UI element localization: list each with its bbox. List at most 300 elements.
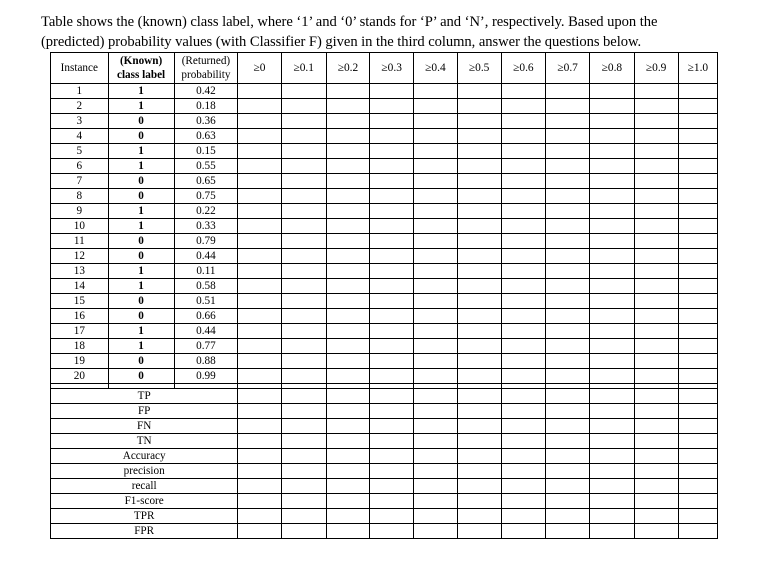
metric-answer-cell[interactable]	[370, 434, 414, 449]
answer-cell[interactable]	[370, 339, 414, 354]
answer-cell[interactable]	[501, 354, 545, 369]
answer-cell[interactable]	[457, 249, 501, 264]
answer-cell[interactable]	[414, 189, 457, 204]
metric-answer-cell[interactable]	[281, 404, 326, 419]
answer-cell[interactable]	[238, 339, 281, 354]
answer-cell[interactable]	[678, 279, 717, 294]
answer-cell[interactable]	[590, 189, 634, 204]
metric-answer-cell[interactable]	[634, 404, 678, 419]
answer-cell[interactable]	[370, 99, 414, 114]
answer-cell[interactable]	[326, 84, 369, 99]
answer-cell[interactable]	[326, 369, 369, 384]
answer-cell[interactable]	[590, 204, 634, 219]
answer-cell[interactable]	[590, 114, 634, 129]
metric-answer-cell[interactable]	[590, 464, 634, 479]
answer-cell[interactable]	[590, 144, 634, 159]
metric-answer-cell[interactable]	[281, 464, 326, 479]
answer-cell[interactable]	[678, 84, 717, 99]
answer-cell[interactable]	[326, 339, 369, 354]
answer-cell[interactable]	[281, 114, 326, 129]
metric-answer-cell[interactable]	[590, 494, 634, 509]
answer-cell[interactable]	[590, 264, 634, 279]
metric-answer-cell[interactable]	[590, 404, 634, 419]
answer-cell[interactable]	[590, 84, 634, 99]
answer-cell[interactable]	[414, 144, 457, 159]
metric-answer-cell[interactable]	[326, 434, 369, 449]
answer-cell[interactable]	[634, 129, 678, 144]
answer-cell[interactable]	[501, 339, 545, 354]
answer-cell[interactable]	[457, 114, 501, 129]
metric-answer-cell[interactable]	[370, 449, 414, 464]
answer-cell[interactable]	[238, 294, 281, 309]
answer-cell[interactable]	[590, 174, 634, 189]
answer-cell[interactable]	[281, 339, 326, 354]
metric-answer-cell[interactable]	[238, 464, 281, 479]
metric-answer-cell[interactable]	[546, 509, 590, 524]
answer-cell[interactable]	[326, 204, 369, 219]
metric-answer-cell[interactable]	[414, 419, 457, 434]
metric-answer-cell[interactable]	[457, 404, 501, 419]
answer-cell[interactable]	[501, 174, 545, 189]
metric-answer-cell[interactable]	[678, 419, 717, 434]
answer-cell[interactable]	[501, 264, 545, 279]
answer-cell[interactable]	[590, 99, 634, 114]
metric-answer-cell[interactable]	[546, 494, 590, 509]
metric-answer-cell[interactable]	[634, 509, 678, 524]
answer-cell[interactable]	[546, 204, 590, 219]
answer-cell[interactable]	[546, 84, 590, 99]
metric-answer-cell[interactable]	[590, 479, 634, 494]
metric-answer-cell[interactable]	[634, 494, 678, 509]
answer-cell[interactable]	[238, 159, 281, 174]
metric-answer-cell[interactable]	[281, 434, 326, 449]
answer-cell[interactable]	[634, 114, 678, 129]
answer-cell[interactable]	[546, 159, 590, 174]
answer-cell[interactable]	[414, 264, 457, 279]
metric-answer-cell[interactable]	[238, 404, 281, 419]
answer-cell[interactable]	[281, 309, 326, 324]
answer-cell[interactable]	[590, 309, 634, 324]
answer-cell[interactable]	[238, 144, 281, 159]
answer-cell[interactable]	[457, 354, 501, 369]
answer-cell[interactable]	[501, 279, 545, 294]
answer-cell[interactable]	[238, 264, 281, 279]
answer-cell[interactable]	[590, 354, 634, 369]
answer-cell[interactable]	[238, 249, 281, 264]
metric-answer-cell[interactable]	[678, 404, 717, 419]
metric-answer-cell[interactable]	[501, 464, 545, 479]
answer-cell[interactable]	[501, 189, 545, 204]
metric-answer-cell[interactable]	[238, 479, 281, 494]
answer-cell[interactable]	[326, 309, 369, 324]
answer-cell[interactable]	[281, 249, 326, 264]
answer-cell[interactable]	[457, 99, 501, 114]
answer-cell[interactable]	[546, 324, 590, 339]
answer-cell[interactable]	[281, 159, 326, 174]
metric-answer-cell[interactable]	[457, 509, 501, 524]
answer-cell[interactable]	[678, 249, 717, 264]
answer-cell[interactable]	[370, 129, 414, 144]
answer-cell[interactable]	[590, 369, 634, 384]
answer-cell[interactable]	[370, 189, 414, 204]
metric-answer-cell[interactable]	[238, 509, 281, 524]
answer-cell[interactable]	[634, 204, 678, 219]
metric-answer-cell[interactable]	[678, 479, 717, 494]
answer-cell[interactable]	[546, 189, 590, 204]
answer-cell[interactable]	[281, 204, 326, 219]
answer-cell[interactable]	[370, 264, 414, 279]
answer-cell[interactable]	[501, 294, 545, 309]
answer-cell[interactable]	[457, 204, 501, 219]
answer-cell[interactable]	[281, 264, 326, 279]
answer-cell[interactable]	[678, 264, 717, 279]
answer-cell[interactable]	[546, 339, 590, 354]
answer-cell[interactable]	[457, 309, 501, 324]
answer-cell[interactable]	[457, 129, 501, 144]
answer-cell[interactable]	[414, 354, 457, 369]
metric-answer-cell[interactable]	[326, 494, 369, 509]
answer-cell[interactable]	[326, 249, 369, 264]
answer-cell[interactable]	[238, 84, 281, 99]
answer-cell[interactable]	[590, 249, 634, 264]
metric-answer-cell[interactable]	[281, 479, 326, 494]
answer-cell[interactable]	[457, 369, 501, 384]
answer-cell[interactable]	[414, 114, 457, 129]
metric-answer-cell[interactable]	[281, 419, 326, 434]
metric-answer-cell[interactable]	[678, 389, 717, 404]
answer-cell[interactable]	[281, 354, 326, 369]
metric-answer-cell[interactable]	[370, 524, 414, 539]
metric-answer-cell[interactable]	[678, 464, 717, 479]
answer-cell[interactable]	[678, 354, 717, 369]
metric-answer-cell[interactable]	[546, 449, 590, 464]
answer-cell[interactable]	[281, 174, 326, 189]
answer-cell[interactable]	[678, 174, 717, 189]
metric-answer-cell[interactable]	[457, 494, 501, 509]
metric-answer-cell[interactable]	[546, 464, 590, 479]
metric-answer-cell[interactable]	[238, 434, 281, 449]
answer-cell[interactable]	[326, 279, 369, 294]
answer-cell[interactable]	[326, 234, 369, 249]
metric-answer-cell[interactable]	[457, 434, 501, 449]
metric-answer-cell[interactable]	[501, 419, 545, 434]
metric-answer-cell[interactable]	[326, 464, 369, 479]
answer-cell[interactable]	[414, 294, 457, 309]
metric-answer-cell[interactable]	[546, 419, 590, 434]
answer-cell[interactable]	[590, 234, 634, 249]
answer-cell[interactable]	[238, 324, 281, 339]
metric-answer-cell[interactable]	[281, 524, 326, 539]
answer-cell[interactable]	[457, 234, 501, 249]
answer-cell[interactable]	[414, 324, 457, 339]
answer-cell[interactable]	[590, 339, 634, 354]
answer-cell[interactable]	[501, 234, 545, 249]
answer-cell[interactable]	[634, 309, 678, 324]
metric-answer-cell[interactable]	[281, 449, 326, 464]
answer-cell[interactable]	[634, 354, 678, 369]
answer-cell[interactable]	[634, 339, 678, 354]
answer-cell[interactable]	[590, 324, 634, 339]
answer-cell[interactable]	[678, 219, 717, 234]
answer-cell[interactable]	[370, 204, 414, 219]
metric-answer-cell[interactable]	[634, 449, 678, 464]
answer-cell[interactable]	[546, 219, 590, 234]
metric-answer-cell[interactable]	[501, 509, 545, 524]
answer-cell[interactable]	[281, 294, 326, 309]
answer-cell[interactable]	[546, 264, 590, 279]
metric-answer-cell[interactable]	[678, 524, 717, 539]
metric-answer-cell[interactable]	[414, 404, 457, 419]
answer-cell[interactable]	[370, 84, 414, 99]
answer-cell[interactable]	[501, 144, 545, 159]
answer-cell[interactable]	[370, 354, 414, 369]
answer-cell[interactable]	[370, 249, 414, 264]
answer-cell[interactable]	[281, 219, 326, 234]
answer-cell[interactable]	[326, 264, 369, 279]
answer-cell[interactable]	[414, 159, 457, 174]
answer-cell[interactable]	[634, 174, 678, 189]
answer-cell[interactable]	[501, 114, 545, 129]
answer-cell[interactable]	[238, 309, 281, 324]
metric-answer-cell[interactable]	[370, 419, 414, 434]
metric-answer-cell[interactable]	[414, 449, 457, 464]
answer-cell[interactable]	[546, 369, 590, 384]
answer-cell[interactable]	[634, 144, 678, 159]
answer-cell[interactable]	[281, 369, 326, 384]
answer-cell[interactable]	[678, 99, 717, 114]
answer-cell[interactable]	[457, 264, 501, 279]
answer-cell[interactable]	[238, 174, 281, 189]
answer-cell[interactable]	[678, 339, 717, 354]
answer-cell[interactable]	[414, 234, 457, 249]
answer-cell[interactable]	[238, 279, 281, 294]
answer-cell[interactable]	[634, 249, 678, 264]
metric-answer-cell[interactable]	[590, 509, 634, 524]
answer-cell[interactable]	[238, 129, 281, 144]
metric-answer-cell[interactable]	[678, 434, 717, 449]
answer-cell[interactable]	[370, 279, 414, 294]
answer-cell[interactable]	[457, 219, 501, 234]
answer-cell[interactable]	[238, 204, 281, 219]
answer-cell[interactable]	[370, 234, 414, 249]
answer-cell[interactable]	[281, 189, 326, 204]
metric-answer-cell[interactable]	[370, 404, 414, 419]
metric-answer-cell[interactable]	[501, 434, 545, 449]
metric-answer-cell[interactable]	[546, 524, 590, 539]
answer-cell[interactable]	[238, 369, 281, 384]
answer-cell[interactable]	[326, 129, 369, 144]
answer-cell[interactable]	[501, 324, 545, 339]
answer-cell[interactable]	[457, 339, 501, 354]
metric-answer-cell[interactable]	[634, 464, 678, 479]
answer-cell[interactable]	[546, 279, 590, 294]
answer-cell[interactable]	[414, 369, 457, 384]
answer-cell[interactable]	[370, 369, 414, 384]
answer-cell[interactable]	[370, 294, 414, 309]
answer-cell[interactable]	[546, 99, 590, 114]
answer-cell[interactable]	[546, 129, 590, 144]
answer-cell[interactable]	[501, 219, 545, 234]
metric-answer-cell[interactable]	[457, 389, 501, 404]
metric-answer-cell[interactable]	[546, 404, 590, 419]
answer-cell[interactable]	[501, 159, 545, 174]
answer-cell[interactable]	[546, 249, 590, 264]
metric-answer-cell[interactable]	[590, 419, 634, 434]
answer-cell[interactable]	[326, 189, 369, 204]
answer-cell[interactable]	[370, 174, 414, 189]
answer-cell[interactable]	[634, 84, 678, 99]
metric-answer-cell[interactable]	[370, 389, 414, 404]
answer-cell[interactable]	[414, 219, 457, 234]
answer-cell[interactable]	[457, 324, 501, 339]
answer-cell[interactable]	[678, 189, 717, 204]
answer-cell[interactable]	[501, 204, 545, 219]
metric-answer-cell[interactable]	[457, 449, 501, 464]
answer-cell[interactable]	[370, 114, 414, 129]
answer-cell[interactable]	[634, 369, 678, 384]
answer-cell[interactable]	[590, 279, 634, 294]
metric-answer-cell[interactable]	[634, 419, 678, 434]
metric-answer-cell[interactable]	[370, 494, 414, 509]
metric-answer-cell[interactable]	[326, 419, 369, 434]
answer-cell[interactable]	[457, 144, 501, 159]
metric-answer-cell[interactable]	[457, 464, 501, 479]
answer-cell[interactable]	[326, 159, 369, 174]
metric-answer-cell[interactable]	[326, 389, 369, 404]
answer-cell[interactable]	[678, 114, 717, 129]
answer-cell[interactable]	[326, 114, 369, 129]
metric-answer-cell[interactable]	[501, 494, 545, 509]
answer-cell[interactable]	[501, 369, 545, 384]
answer-cell[interactable]	[238, 99, 281, 114]
answer-cell[interactable]	[457, 279, 501, 294]
answer-cell[interactable]	[370, 219, 414, 234]
answer-cell[interactable]	[414, 204, 457, 219]
metric-answer-cell[interactable]	[546, 434, 590, 449]
answer-cell[interactable]	[370, 309, 414, 324]
metric-answer-cell[interactable]	[634, 389, 678, 404]
answer-cell[interactable]	[414, 84, 457, 99]
answer-cell[interactable]	[678, 369, 717, 384]
answer-cell[interactable]	[546, 294, 590, 309]
metric-answer-cell[interactable]	[678, 509, 717, 524]
metric-answer-cell[interactable]	[281, 389, 326, 404]
answer-cell[interactable]	[457, 174, 501, 189]
metric-answer-cell[interactable]	[590, 524, 634, 539]
answer-cell[interactable]	[501, 99, 545, 114]
answer-cell[interactable]	[326, 174, 369, 189]
answer-cell[interactable]	[326, 219, 369, 234]
metric-answer-cell[interactable]	[414, 434, 457, 449]
answer-cell[interactable]	[326, 144, 369, 159]
metric-answer-cell[interactable]	[326, 509, 369, 524]
metric-answer-cell[interactable]	[590, 449, 634, 464]
metric-answer-cell[interactable]	[634, 434, 678, 449]
metric-answer-cell[interactable]	[414, 524, 457, 539]
metric-answer-cell[interactable]	[326, 449, 369, 464]
answer-cell[interactable]	[546, 309, 590, 324]
answer-cell[interactable]	[634, 219, 678, 234]
metric-answer-cell[interactable]	[238, 449, 281, 464]
answer-cell[interactable]	[281, 144, 326, 159]
metric-answer-cell[interactable]	[414, 389, 457, 404]
answer-cell[interactable]	[414, 249, 457, 264]
answer-cell[interactable]	[501, 84, 545, 99]
answer-cell[interactable]	[281, 234, 326, 249]
answer-cell[interactable]	[678, 234, 717, 249]
metric-answer-cell[interactable]	[414, 509, 457, 524]
metric-answer-cell[interactable]	[238, 389, 281, 404]
answer-cell[interactable]	[634, 279, 678, 294]
answer-cell[interactable]	[238, 234, 281, 249]
metric-answer-cell[interactable]	[326, 404, 369, 419]
answer-cell[interactable]	[590, 219, 634, 234]
answer-cell[interactable]	[546, 114, 590, 129]
metric-answer-cell[interactable]	[281, 509, 326, 524]
answer-cell[interactable]	[414, 174, 457, 189]
answer-cell[interactable]	[501, 249, 545, 264]
metric-answer-cell[interactable]	[501, 449, 545, 464]
answer-cell[interactable]	[326, 99, 369, 114]
answer-cell[interactable]	[414, 339, 457, 354]
metric-answer-cell[interactable]	[326, 479, 369, 494]
metric-answer-cell[interactable]	[326, 524, 369, 539]
metric-answer-cell[interactable]	[546, 479, 590, 494]
answer-cell[interactable]	[370, 159, 414, 174]
metric-answer-cell[interactable]	[457, 524, 501, 539]
metric-answer-cell[interactable]	[238, 419, 281, 434]
answer-cell[interactable]	[678, 324, 717, 339]
answer-cell[interactable]	[546, 144, 590, 159]
answer-cell[interactable]	[590, 159, 634, 174]
answer-cell[interactable]	[281, 324, 326, 339]
answer-cell[interactable]	[457, 189, 501, 204]
answer-cell[interactable]	[414, 309, 457, 324]
metric-answer-cell[interactable]	[281, 494, 326, 509]
metric-answer-cell[interactable]	[634, 479, 678, 494]
metric-answer-cell[interactable]	[414, 479, 457, 494]
answer-cell[interactable]	[238, 114, 281, 129]
answer-cell[interactable]	[634, 189, 678, 204]
answer-cell[interactable]	[634, 324, 678, 339]
answer-cell[interactable]	[370, 144, 414, 159]
answer-cell[interactable]	[326, 354, 369, 369]
answer-cell[interactable]	[370, 324, 414, 339]
metric-answer-cell[interactable]	[590, 389, 634, 404]
answer-cell[interactable]	[546, 354, 590, 369]
answer-cell[interactable]	[281, 99, 326, 114]
answer-cell[interactable]	[634, 159, 678, 174]
answer-cell[interactable]	[678, 294, 717, 309]
answer-cell[interactable]	[501, 309, 545, 324]
answer-cell[interactable]	[546, 234, 590, 249]
answer-cell[interactable]	[414, 99, 457, 114]
answer-cell[interactable]	[238, 354, 281, 369]
metric-answer-cell[interactable]	[238, 494, 281, 509]
answer-cell[interactable]	[281, 129, 326, 144]
metric-answer-cell[interactable]	[457, 419, 501, 434]
metric-answer-cell[interactable]	[678, 494, 717, 509]
answer-cell[interactable]	[414, 129, 457, 144]
answer-cell[interactable]	[678, 309, 717, 324]
answer-cell[interactable]	[546, 174, 590, 189]
answer-cell[interactable]	[678, 129, 717, 144]
answer-cell[interactable]	[414, 279, 457, 294]
answer-cell[interactable]	[326, 324, 369, 339]
metric-answer-cell[interactable]	[678, 449, 717, 464]
answer-cell[interactable]	[634, 99, 678, 114]
metric-answer-cell[interactable]	[238, 524, 281, 539]
